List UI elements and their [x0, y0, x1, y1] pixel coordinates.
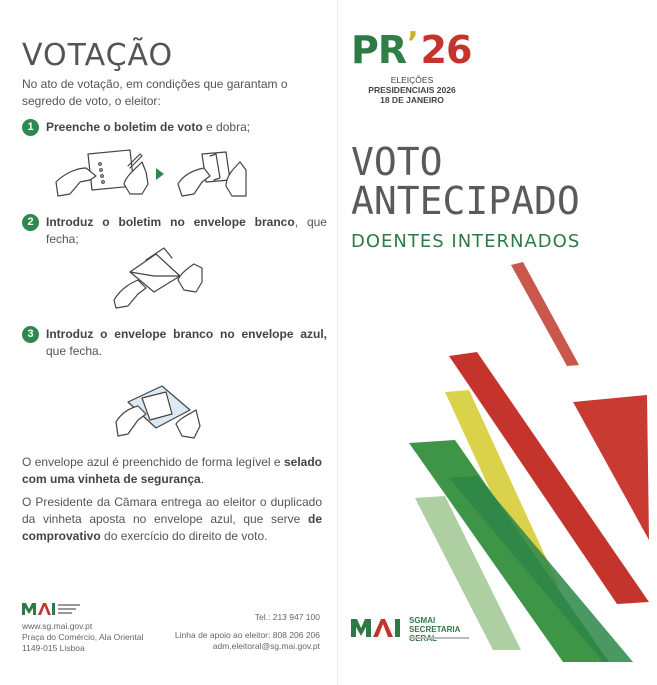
email-link[interactable]: adm.eleitoral@sg.mai.gov.pt	[212, 641, 320, 651]
subheading: DOENTES INTERNADOS	[351, 231, 581, 252]
mai-logo-small	[22, 602, 82, 616]
org-tagline-line	[409, 637, 469, 639]
receipt-paragraph: O Presidente da Câmara entrega ao eleitor o duplicado da vinheta aposta no envelope azul, que serve de comprovativo do exercício do direito de voto.	[22, 495, 322, 543]
sgmai-logo	[351, 616, 461, 644]
address-line-2: 1149-015 Lisboa	[22, 643, 85, 653]
pr26-logo: PR’26	[351, 26, 472, 72]
intro-text: No ato de votação, em condições que garantam o segredo de voto, o eleitor:	[22, 77, 288, 108]
arrow-icon	[156, 168, 164, 180]
org-name: SGMAI SECRETARIA	[409, 616, 461, 634]
step-number: 2	[22, 214, 39, 231]
blue-envelope-illustration	[112, 380, 202, 444]
address-line-1: Praça do Comércio, Ala Oriental	[22, 632, 144, 642]
contact-address	[22, 621, 143, 654]
main-heading: VOTO ANTECIPADO	[351, 140, 580, 223]
step-1	[22, 119, 327, 136]
telephone: Tel.: 213 947 100	[254, 612, 320, 622]
insert-ballot-illustration	[110, 246, 210, 310]
step-text: Introduz o boletim no envelope branco, que fecha;	[46, 215, 327, 246]
step-2	[22, 214, 327, 248]
step-3	[22, 326, 327, 360]
sealing-paragraph: O envelope azul é preenchido de forma legível e selado com uma vinheta de segurança.	[22, 455, 322, 486]
election-info: ELEIÇÕES PRESIDENCIAIS 2026 18 DE JANEIRO	[368, 75, 456, 105]
step-number: 3	[22, 326, 39, 343]
helpline: Linha de apoio ao eleitor: 808 206 206	[174, 630, 320, 640]
mai-logo	[351, 618, 406, 638]
step-number: 1	[22, 119, 39, 136]
step-text: Preenche o boletim de voto e dobra;	[46, 120, 251, 134]
section-title: VOTAÇÃO	[22, 38, 174, 73]
contact-phone	[150, 612, 320, 652]
step-text: Introduz o envelope branco no envelope azul, que fecha.	[46, 327, 327, 358]
fold-ballot-illustration	[50, 146, 250, 202]
website-link[interactable]: www.sg.mai.gov.pt	[22, 621, 93, 631]
